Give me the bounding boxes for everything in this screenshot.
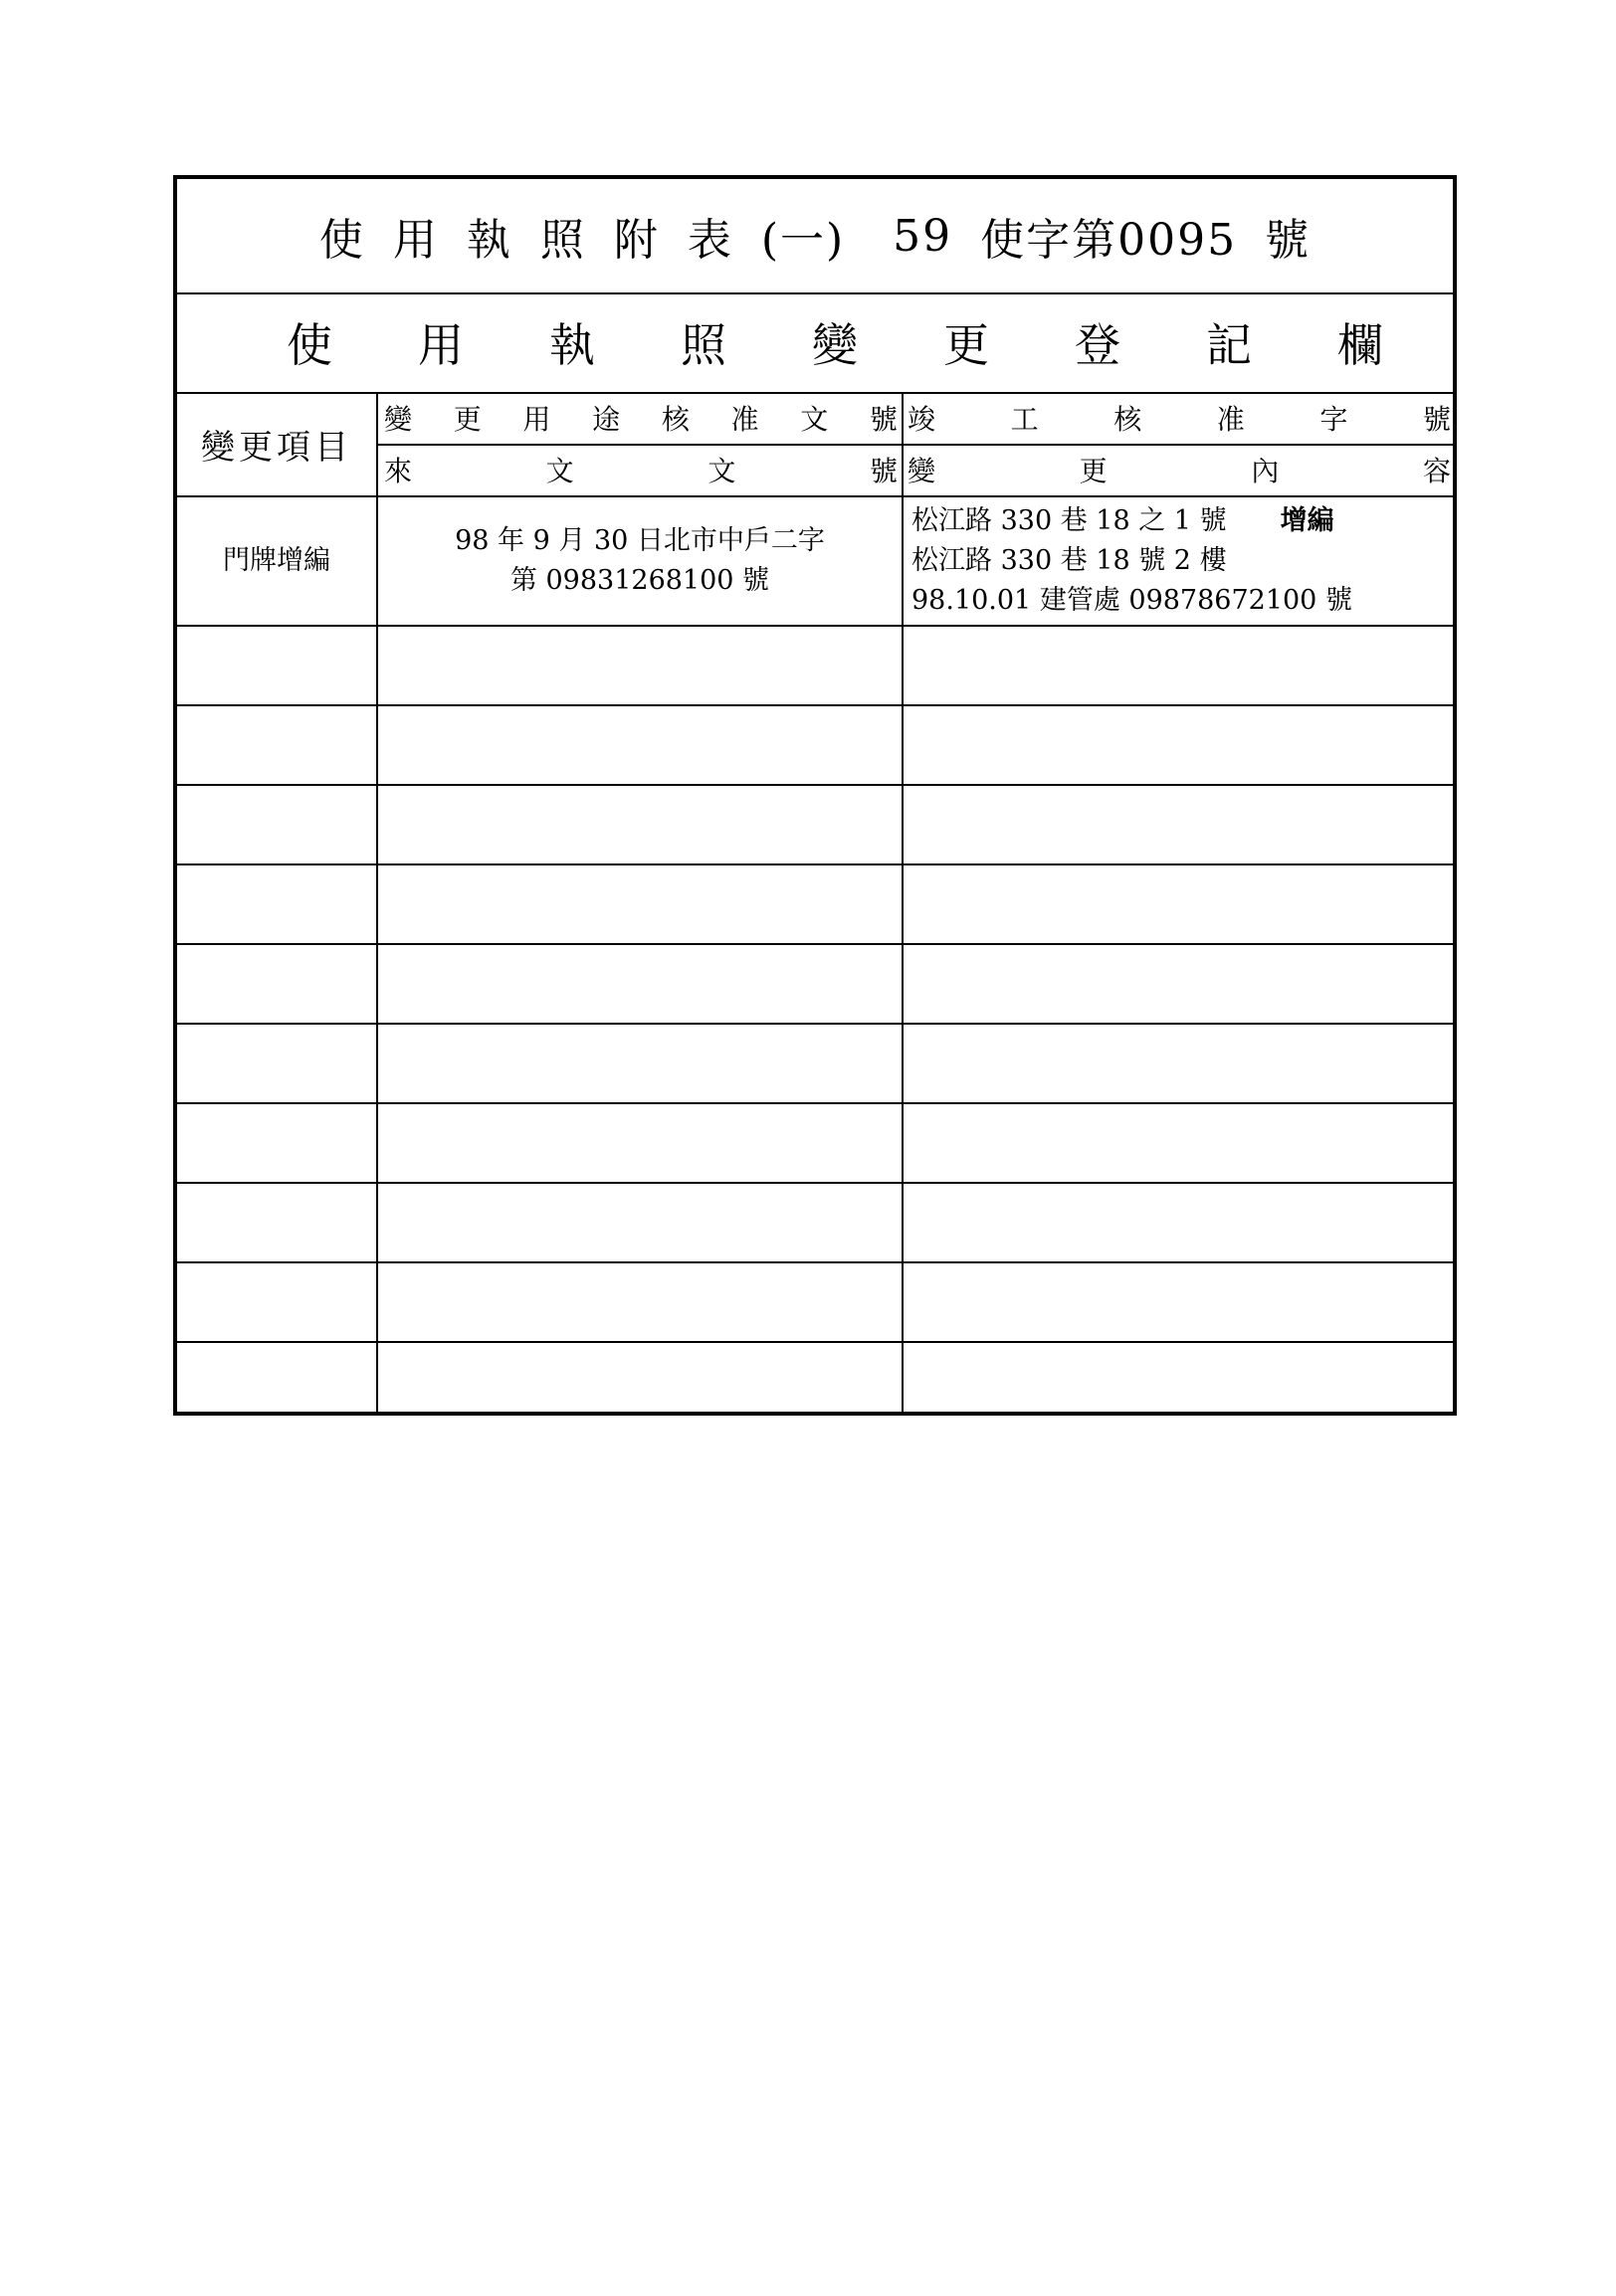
usage-permit-change-table bbox=[173, 175, 1457, 1416]
row-divider bbox=[177, 1341, 1453, 1343]
row-divider bbox=[177, 943, 1453, 945]
row-divider bbox=[177, 1261, 1453, 1263]
entry-change-content: 松江路 330 巷 18 之 1 號 增編 松江路 330 巷 18 號 2 樓 98.10.01 建管處 09878672100 號 bbox=[911, 505, 1352, 616]
row-divider bbox=[177, 1182, 1453, 1184]
entry-doc-no: 98 年 9 月 30 日北市中戶二字 第 09831268100 號 bbox=[455, 525, 825, 596]
header-completion-no: 竣 工 核 准 字 號 bbox=[908, 403, 1451, 436]
row-divider bbox=[177, 625, 1453, 627]
entry-change-item: 門牌增編 bbox=[223, 545, 330, 576]
header-change-content: 變 更 內 容 bbox=[908, 455, 1451, 487]
entry-tag: 增編 bbox=[1280, 505, 1334, 536]
header-change-item: 變更項目 bbox=[201, 427, 352, 468]
row-divider bbox=[177, 1102, 1453, 1104]
row-divider bbox=[177, 784, 1453, 786]
document-title: 使 用 執 照 附 表 (一) 59 使字第0095 號 bbox=[318, 210, 1312, 266]
header-incoming-doc-no: 來 文 文 號 bbox=[384, 455, 898, 487]
section-title: 使 用 執 照 變 更 登 記 欄 bbox=[287, 318, 1383, 372]
header-approval-doc-no: 變 更 用 途 核 准 文 號 bbox=[384, 403, 898, 436]
row-divider bbox=[177, 1023, 1453, 1025]
row-divider bbox=[177, 704, 1453, 706]
row-divider bbox=[177, 863, 1453, 865]
